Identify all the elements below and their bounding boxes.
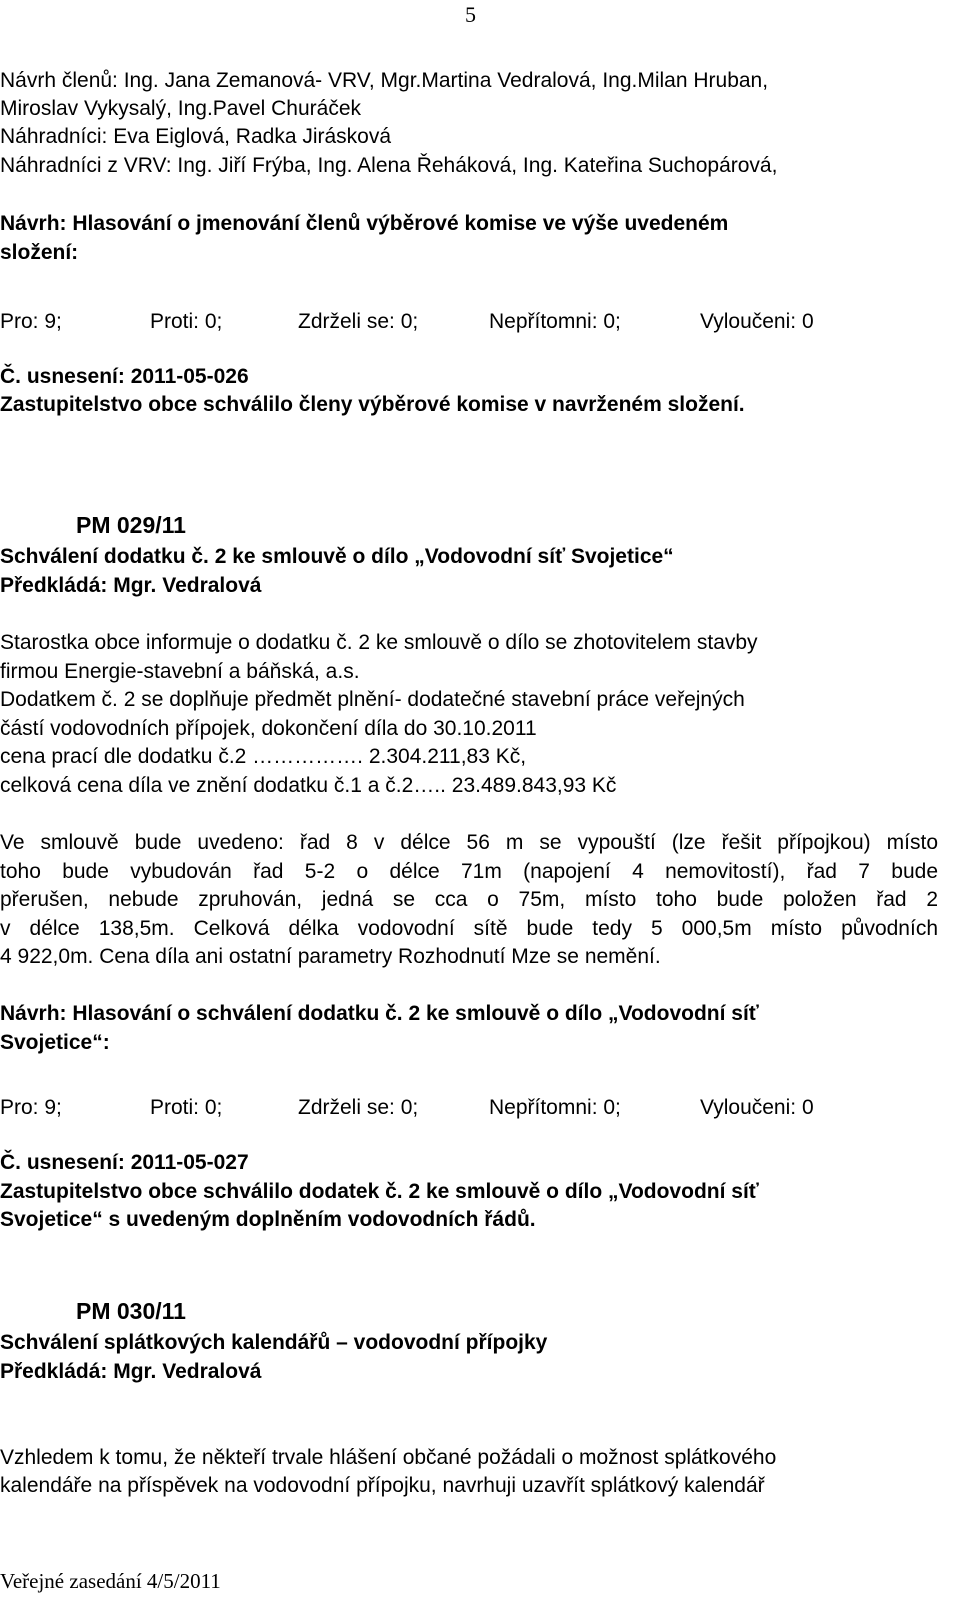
paragraph-2-line-3: přerušen, nebude zpruhován, jedná se cca o 75m, místo toho bude položen řad 2 (0, 888, 938, 911)
paragraph-1-line-3: Dodatkem č. 2 se doplňuje předmět plnění- dodatečné stavební práce veřejných (0, 688, 745, 711)
vote-pro: Pro: 9; (0, 310, 62, 333)
resolution-2-text-line-2: Svojetice“ s uvedeným doplněním vodovodních řádů. (0, 1208, 536, 1231)
pm-030-presenter: Předkládá: Mgr. Vedralová (0, 1360, 262, 1383)
pm-029-title: PM 029/11 (76, 512, 186, 538)
vote-proti: Proti: 0; (150, 1096, 223, 1119)
vote-zdrzeli: Zdrželi se: 0; (298, 310, 419, 333)
paragraph-2-line-2: toho bude vybudován řad 5-2 o délce 71m (napojení 4 nemovitostí), řad 7 bude (0, 860, 938, 883)
paragraph-2-line-5: 4 922,0m. Cena díla ani ostatní parametry Rozhodnutí Mze se nemění. (0, 945, 661, 968)
resolution-1-number: Č. usnesení: 2011-05-026 (0, 365, 249, 388)
vote-nepritomni: Nepřítomni: 0; (489, 1096, 621, 1119)
resolution-1-text: Zastupitelstvo obce schválilo členy výběrové komise v navrženém složení. (0, 393, 745, 416)
paragraph-1-line-4: částí vodovodních přípojek, dokončení díla do 30.10.2011 (0, 717, 537, 740)
pm-029-presenter: Předkládá: Mgr. Vedralová (0, 574, 262, 597)
paragraph-1-line-2: firmou Energie-stavební a báňská, a.s. (0, 660, 360, 683)
resolution-2-number: Č. usnesení: 2011-05-027 (0, 1151, 249, 1174)
proposal-2-line-1: Návrh: Hlasování o schválení dodatku č. 2 ke smlouvě o dílo „Vodovodní síť (0, 1002, 759, 1025)
paragraph-1-line-5: cena prací dle dodatku č.2 ……………. 2.304.211,83 Kč, (0, 745, 527, 768)
resolution-2-text-line-1: Zastupitelstvo obce schválilo dodatek č. 2 ke smlouvě o dílo „Vodovodní síť (0, 1180, 759, 1203)
vote-zdrzeli: Zdrželi se: 0; (298, 1096, 419, 1119)
vote-proti: Proti: 0; (150, 310, 223, 333)
paragraph-2-line-4: v délce 138,5m. Celková délka vodovodní sítě bude tedy 5 000,5m místo původních (0, 917, 938, 940)
vote-result-1 (0, 310, 940, 334)
paragraph-3-line-2: kalendáře na příspěvek na vodovodní přípojku, navrhuji uzavřít splátkový kalendář (0, 1474, 765, 1497)
pm-030-title: PM 030/11 (76, 1298, 186, 1324)
vote-vylouceni: Vyloučeni: 0 (700, 310, 814, 333)
proposal-1-line-1: Návrh: Hlasování o jmenování členů výběrové komise ve výše uvedeném (0, 212, 729, 235)
vote-nepritomni: Nepřítomni: 0; (489, 310, 621, 333)
pm-029-subject: Schválení dodatku č. 2 ke smlouvě o dílo „Vodovodní síť Svojetice“ (0, 545, 674, 568)
paragraph-1-line-6: celková cena díla ve znění dodatku č.1 a č.2….. 23.489.843,93 Kč (0, 774, 617, 797)
members-line-2: Miroslav Vykysalý, Ing.Pavel Churáček (0, 97, 362, 120)
vote-vylouceni: Vyloučeni: 0 (700, 1096, 814, 1119)
vote-pro: Pro: 9; (0, 1096, 62, 1119)
vrv-substitutes-line: Náhradníci z VRV: Ing. Jiří Frýba, Ing. Alena Řeháková, Ing. Kateřina Suchopárová, (0, 154, 778, 177)
substitutes-line: Náhradníci: Eva Eiglová, Radka Jirásková (0, 125, 392, 148)
page-footer: Veřejné zasedání 4/5/2011 (0, 1569, 221, 1593)
vote-result-2 (0, 1096, 940, 1120)
proposal-1-line-2: složení: (0, 241, 79, 264)
proposal-2-line-2: Svojetice“: (0, 1031, 110, 1054)
members-line-1: Návrh členů: Ing. Jana Zemanová- VRV, Mgr.Martina Vedralová, Ing.Milan Hruban, (0, 69, 769, 92)
page-number: 5 (465, 2, 476, 27)
paragraph-3-line-1: Vzhledem k tomu, že někteří trvale hlášení občané požádali o možnost splátkového (0, 1446, 777, 1469)
paragraph-2-line-1: Ve smlouvě bude uvedeno: řad 8 v délce 56 m se vypouští (lze řešit přípojkou) místo (0, 831, 938, 854)
pm-030-subject: Schválení splátkových kalendářů – vodovodní přípojky (0, 1331, 548, 1354)
paragraph-1-line-1: Starostka obce informuje o dodatku č. 2 ke smlouvě o dílo se zhotovitelem stavby (0, 631, 758, 654)
